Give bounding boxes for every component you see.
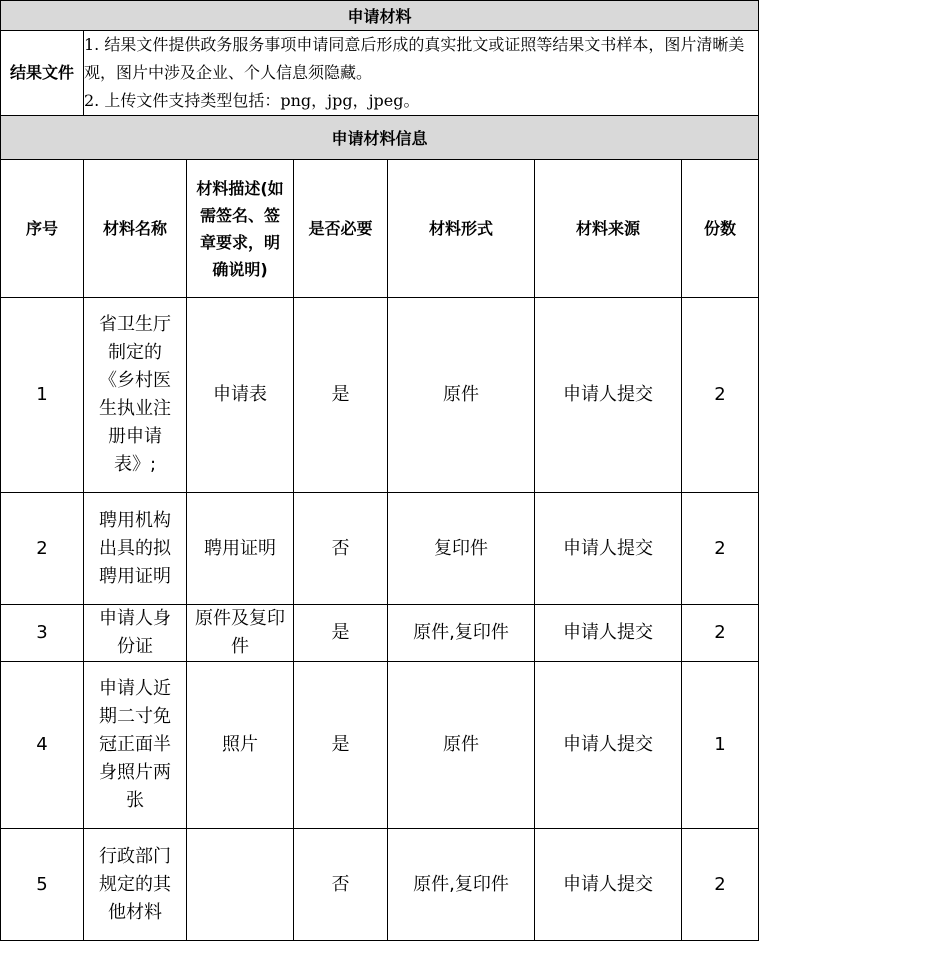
row-seq: 5 <box>1 829 84 941</box>
result-line-2: 2. 上传文件支持类型包括：png，jpg，jpeg。 <box>84 91 420 110</box>
row-required: 是 <box>294 662 388 829</box>
column-header-row <box>1 160 759 298</box>
row-source: 申请人提交 <box>535 298 682 493</box>
table-row <box>1 605 759 662</box>
row-material-desc: 照片 <box>187 662 294 829</box>
row-count: 2 <box>682 493 759 605</box>
row-count: 2 <box>682 298 759 493</box>
row-material-desc: 聘用证明 <box>187 493 294 605</box>
row-seq: 1 <box>1 298 84 493</box>
row-source: 申请人提交 <box>535 605 682 662</box>
row-count: 2 <box>682 829 759 941</box>
col-required: 是否必要 <box>294 160 388 298</box>
row-material-desc: 原件及复印件 <box>187 605 294 662</box>
row-source: 申请人提交 <box>535 662 682 829</box>
row-material-name: 聘用机构出具的拟聘用证明 <box>84 493 187 605</box>
row-form: 原件,复印件 <box>388 829 535 941</box>
materials-header: 申请材料 <box>1 1 759 31</box>
row-seq: 4 <box>1 662 84 829</box>
row-form: 原件,复印件 <box>388 605 535 662</box>
row-form: 原件 <box>388 662 535 829</box>
info-header-row <box>1 116 759 160</box>
result-line-1: 1. 结果文件提供政务服务事项申请同意后形成的真实批文或证照等结果文书样本，图片清晰美观，图片中涉及企业、个人信息须隐藏。 <box>84 35 745 82</box>
result-file-label: 结果文件 <box>1 31 84 116</box>
materials-header-row <box>1 1 759 31</box>
row-required: 是 <box>294 605 388 662</box>
col-form: 材料形式 <box>388 160 535 298</box>
row-required: 否 <box>294 829 388 941</box>
row-material-name: 省卫生厅制定的《乡村医生执业注册申请表》; <box>84 298 187 493</box>
row-seq: 3 <box>1 605 84 662</box>
col-seq: 序号 <box>1 160 84 298</box>
table-row <box>1 298 759 493</box>
row-material-desc: 申请表 <box>187 298 294 493</box>
table-row <box>1 493 759 605</box>
row-count: 2 <box>682 605 759 662</box>
row-count: 1 <box>682 662 759 829</box>
col-source: 材料来源 <box>535 160 682 298</box>
row-material-name: 申请人身份证 <box>84 605 187 662</box>
row-source: 申请人提交 <box>535 829 682 941</box>
row-required: 否 <box>294 493 388 605</box>
table-row <box>1 662 759 829</box>
row-material-name: 申请人近期二寸免冠正面半身照片两张 <box>84 662 187 829</box>
row-material-name: 行政部门规定的其他材料 <box>84 829 187 941</box>
row-seq: 2 <box>1 493 84 605</box>
row-form: 原件 <box>388 298 535 493</box>
info-header: 申请材料信息 <box>1 116 759 160</box>
col-count: 份数 <box>682 160 759 298</box>
row-material-desc <box>187 829 294 941</box>
result-file-description <box>84 31 759 116</box>
row-form: 复印件 <box>388 493 535 605</box>
col-name: 材料名称 <box>84 160 187 298</box>
table-row <box>1 829 759 941</box>
result-file-row <box>1 31 759 116</box>
row-source: 申请人提交 <box>535 493 682 605</box>
row-required: 是 <box>294 298 388 493</box>
col-desc: 材料描述(如需签名、签章要求，明确说明) <box>187 160 294 298</box>
